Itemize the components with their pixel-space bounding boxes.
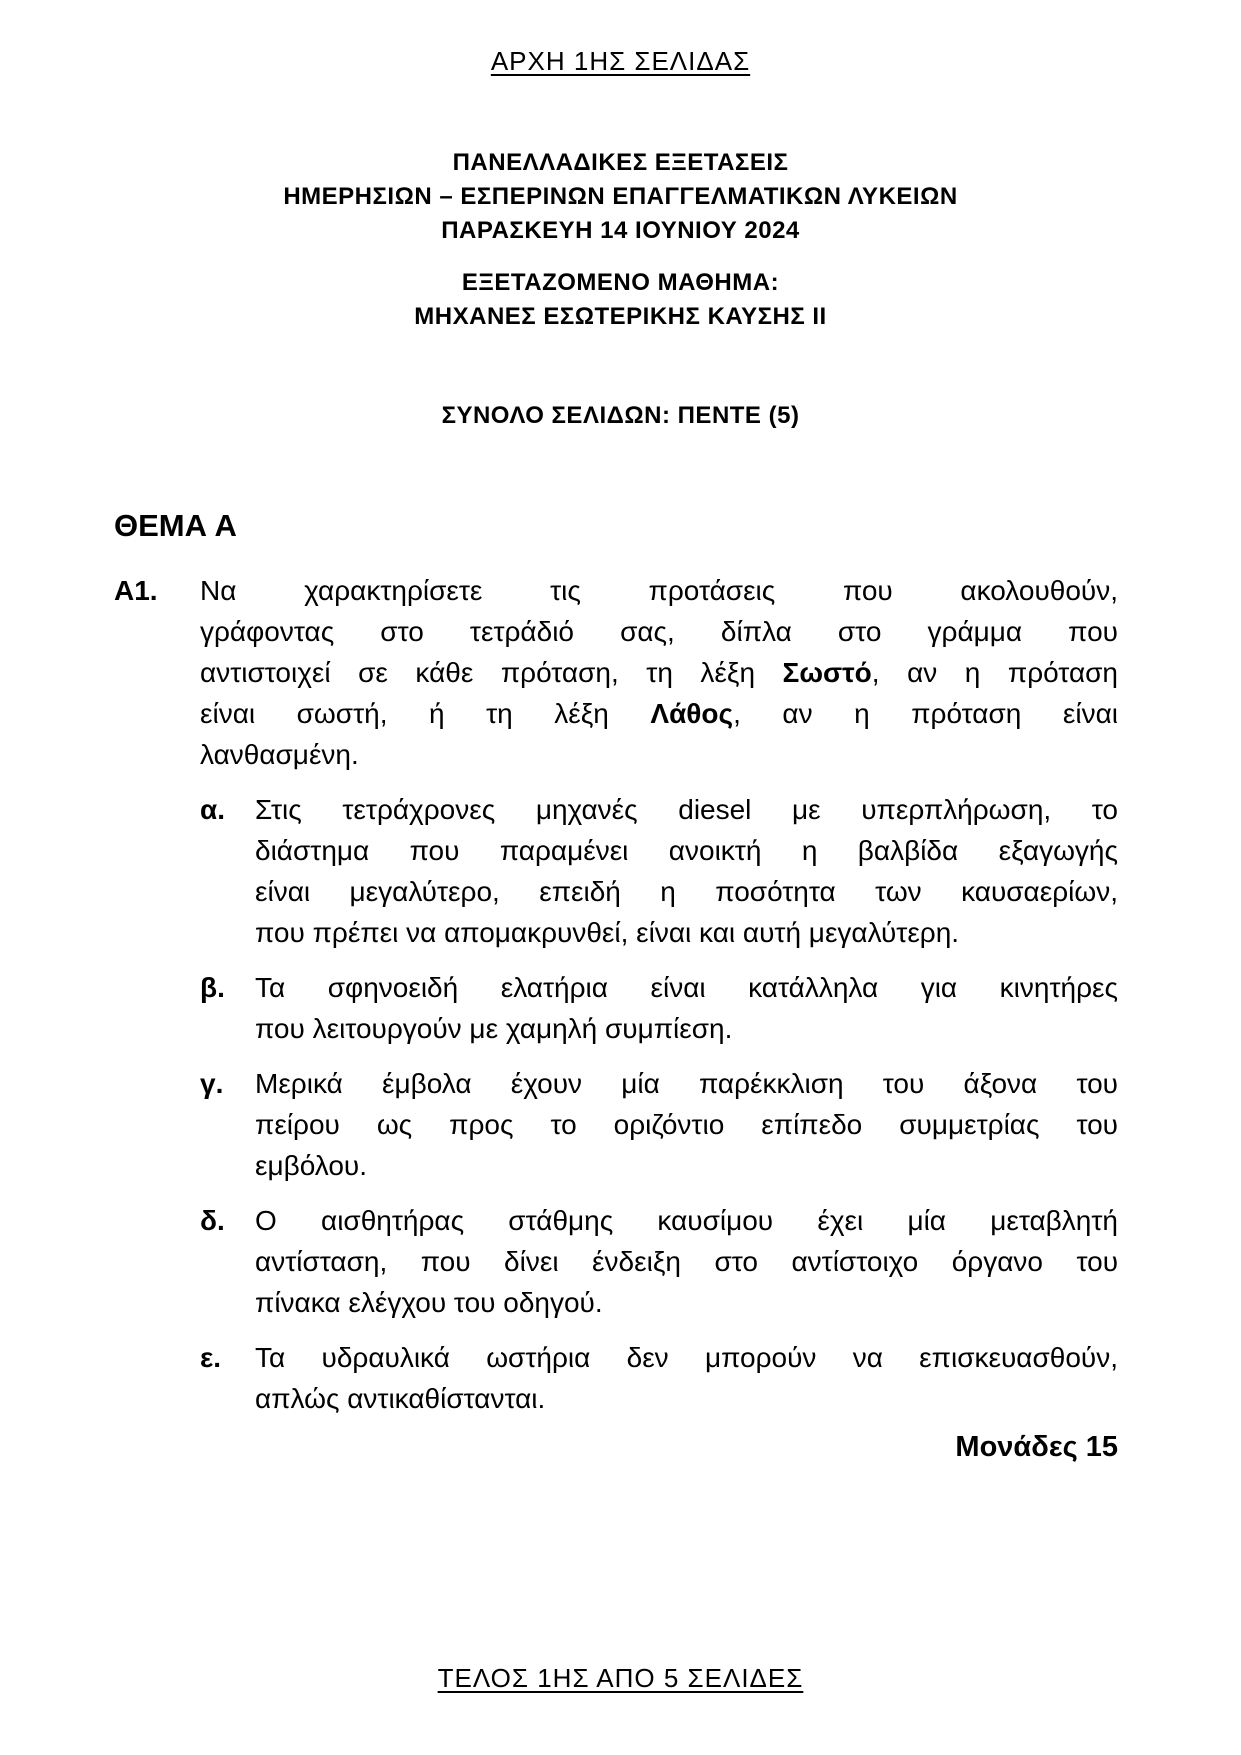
page-end-footer-text: ΤΕΛΟΣ 1ΗΣ ΑΠΟ 5 ΣΕΛΙΔΕΣ [437,1663,804,1693]
a1-intro-line3-post: , αν η πρόταση [871,657,1118,688]
statement-gamma-line1: Μερικά έμβολα έχουν μία παρέκκλιση του άξονα του [255,1068,1118,1099]
question-a1-label: Α1. [114,575,158,606]
a1-intro-line4 [200,693,1118,734]
exam-title-block [0,146,1241,248]
page-end-footer [0,1663,1241,1694]
a1-intro-line5: λανθασμένη. [200,739,359,770]
exam-content [114,506,1118,1468]
exam-title-line2: ΗΜΕΡΗΣΙΩΝ – ΕΣΠΕΡΙΝΩΝ ΕΠΑΓΓΕΛΜΑΤΙΚΩΝ ΛΥΚΕΙΩΝ [283,183,958,210]
statement-alpha-line3: είναι μεγαλύτερο, επειδή η ποσότητα των καυσαερίων, [255,876,1118,907]
statement-beta-line2: που λειτουργούν με χαμηλή συμπίεση. [255,1013,733,1044]
statement-delta-label: δ. [200,1205,225,1236]
statement-alpha-line2: διάστημα που παραμένει ανοικτή η βαλβίδα εξαγωγής [255,835,1118,866]
statement-gamma-line3: εμβόλου. [255,1150,367,1181]
statement-gamma [114,1063,1118,1186]
exam-subject-name: ΜΗΧΑΝΕΣ ΕΣΩΤΕΡΙΚΗΣ ΚΑΥΣΗΣ ΙΙ [414,303,827,330]
question-a1 [114,570,1118,775]
exam-subject-block [0,266,1241,334]
page-start-header [0,46,1241,77]
statement-gamma-label: γ. [200,1068,224,1099]
a1-keyword-correct: Σωστό [782,657,872,688]
a1-intro-line4-pre: είναι σωστή, ή τη λέξη [200,698,651,729]
theme-a-heading: ΘΕΜΑ Α [114,508,237,543]
statement-delta-line1: Ο αισθητήρας στάθμης καυσίμου έχει μία μεταβλητή [255,1205,1118,1236]
statement-beta-label: β. [200,972,225,1003]
statement-gamma-line2: πείρου ως προς το οριζόντιο επίπεδο συμμετρίας του [255,1109,1118,1140]
a1-intro-line3 [200,652,1118,693]
statement-alpha-label: α. [200,794,225,825]
a1-intro-line2: γράφοντας στο τετράδιό σας, δίπλα στο γράμμα που [200,616,1118,647]
a1-intro-line3-pre: αντιστοιχεί σε κάθε πρόταση, τη λέξη [200,657,783,688]
statement-beta [114,967,1118,1049]
statement-epsilon-line2: απλώς αντικαθίστανται. [255,1383,546,1414]
page-start-header-text: ΑΡΧΗ 1ΗΣ ΣΕΛΙΔΑΣ [490,46,751,76]
statement-epsilon-label: ε. [200,1342,222,1373]
a1-keyword-wrong: Λάθος [650,698,734,729]
statement-alpha-line1: Στις τετράχρονες μηχανές diesel με υπερπλήρωση, το [255,794,1118,825]
statement-delta [114,1200,1118,1323]
exam-date: ΠΑΡΑΣΚΕΥΗ 14 ΙΟΥΝΙΟΥ 2024 [441,217,800,244]
exam-title-line1: ΠΑΝΕΛΛΑΔΙΚΕΣ ΕΞΕΤΑΣΕΙΣ [452,149,789,176]
a1-intro-line1: Να χαρακτηρίσετε τις προτάσεις που ακολουθούν, [200,575,1118,606]
statement-delta-line3: πίνακα ελέγχου του οδηγού. [255,1287,603,1318]
statement-alpha-line4: που πρέπει να απομακρυνθεί, είναι και αυτή μεγαλύτερη. [255,917,960,948]
points-badge: Μονάδες 15 [955,1431,1118,1463]
statement-epsilon [114,1337,1118,1419]
exam-subject-label: ΕΞΕΤΑΖΟΜΕΝΟ ΜΑΘΗΜΑ: [461,269,780,296]
statement-alpha [114,789,1118,953]
statement-beta-line1: Τα σφηνοειδή ελατήρια είναι κατάλληλα για κινητήρες [255,972,1118,1003]
a1-intro-line4-post: , αν η πρόταση είναι [733,698,1118,729]
pages-total: ΣΥΝΟΛΟ ΣΕΛΙΔΩΝ: ΠΕΝΤΕ (5) [441,402,800,429]
statement-epsilon-line1: Τα υδραυλικά ωστήρια δεν μπορούν να επισκευασθούν, [255,1342,1118,1373]
statement-delta-line2: αντίσταση, που δίνει ένδειξη στο αντίστοιχο όργανο του [255,1246,1118,1277]
